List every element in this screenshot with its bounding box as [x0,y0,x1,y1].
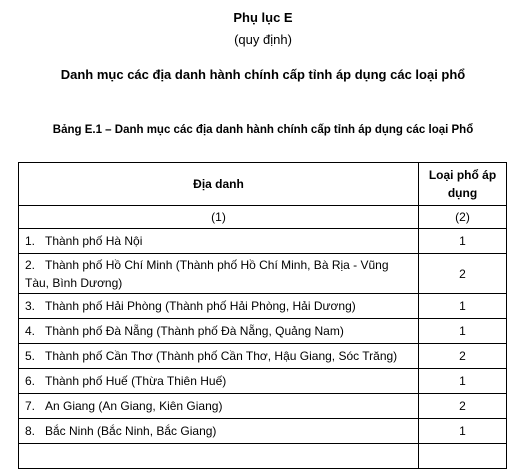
table-row [19,294,507,319]
spectrum-type-cell: 1 [419,229,507,254]
spectrum-type-cell [419,444,507,469]
table-row [19,419,507,444]
place-name: Thành phố Cần Thơ (Thành phố Cần Thơ, Hậu Giang, Sóc Trăng) [45,349,398,363]
table-row-partial [19,444,507,469]
place-cell [19,254,419,294]
place-name: Thành phố Hà Nội [45,234,143,248]
table-header-row [19,163,507,206]
place-cell [19,344,419,369]
appendix-title: Phụ lục E [233,10,293,25]
row-index: 5. [25,349,36,363]
place-cell [19,419,419,444]
place-name: Thành phố Hải Phòng (Thành phố Hải Phòng, Hải Dương) [45,299,356,313]
place-cell [19,294,419,319]
spectrum-type-cell: 2 [419,344,507,369]
table-row [19,229,507,254]
row-index: 6. [25,374,36,388]
column-number-spectrum-type: (2) [419,206,507,229]
column-number-place: (1) [19,206,419,229]
place-name: Thành phố Đà Nẵng (Thành phố Đà Nẵng, Quảng Nam) [45,324,344,338]
table-row [19,344,507,369]
document-heading: Danh mục các địa danh hành chính cấp tỉnh áp dụng các loại phổ [60,67,466,82]
place-name-line1: Thành phố Hồ Chí Minh (Thành phố Hồ Chí Minh, Bà Rịa - Vũng [45,257,389,272]
table-row [19,319,507,344]
spectrum-type-cell: 1 [419,319,507,344]
row-index: 8. [25,424,36,438]
spectrum-type-cell: 1 [419,294,507,319]
table-caption: Bảng E.1 – Danh mục các địa danh hành chính cấp tỉnh áp dụng các loại Phổ [52,124,474,136]
row-index: 2. [25,257,36,272]
header-place: Địa danh [19,163,419,206]
row-index: 7. [25,399,36,413]
place-cell [19,319,419,344]
table-row [19,394,507,419]
appendix-subtitle: (quy định) [234,32,292,47]
place-cell [19,369,419,394]
spectrum-type-cell: 2 [419,394,507,419]
place-name: Bắc Ninh (Bắc Ninh, Bắc Giang) [45,424,217,438]
spectrum-type-cell: 1 [419,369,507,394]
row-index: 3. [25,299,36,313]
table-row [19,369,507,394]
place-name: An Giang (An Giang, Kiên Giang) [45,399,223,413]
table-row [19,254,507,294]
place-cell [19,229,419,254]
place-cell [19,444,419,469]
column-number-row [19,206,507,229]
row-index: 4. [25,324,36,338]
place-spectrum-table [18,162,507,469]
place-cell [19,394,419,419]
place-name-line2: Tàu, Bình Dương) [25,275,123,290]
spectrum-type-cell: 2 [419,254,507,294]
row-index: 1. [25,234,36,248]
spectrum-type-cell: 1 [419,419,507,444]
place-name: Thành phố Huế (Thừa Thiên Huế) [45,374,227,388]
header-spectrum-type: Loại phổ áp dụng [419,163,507,206]
